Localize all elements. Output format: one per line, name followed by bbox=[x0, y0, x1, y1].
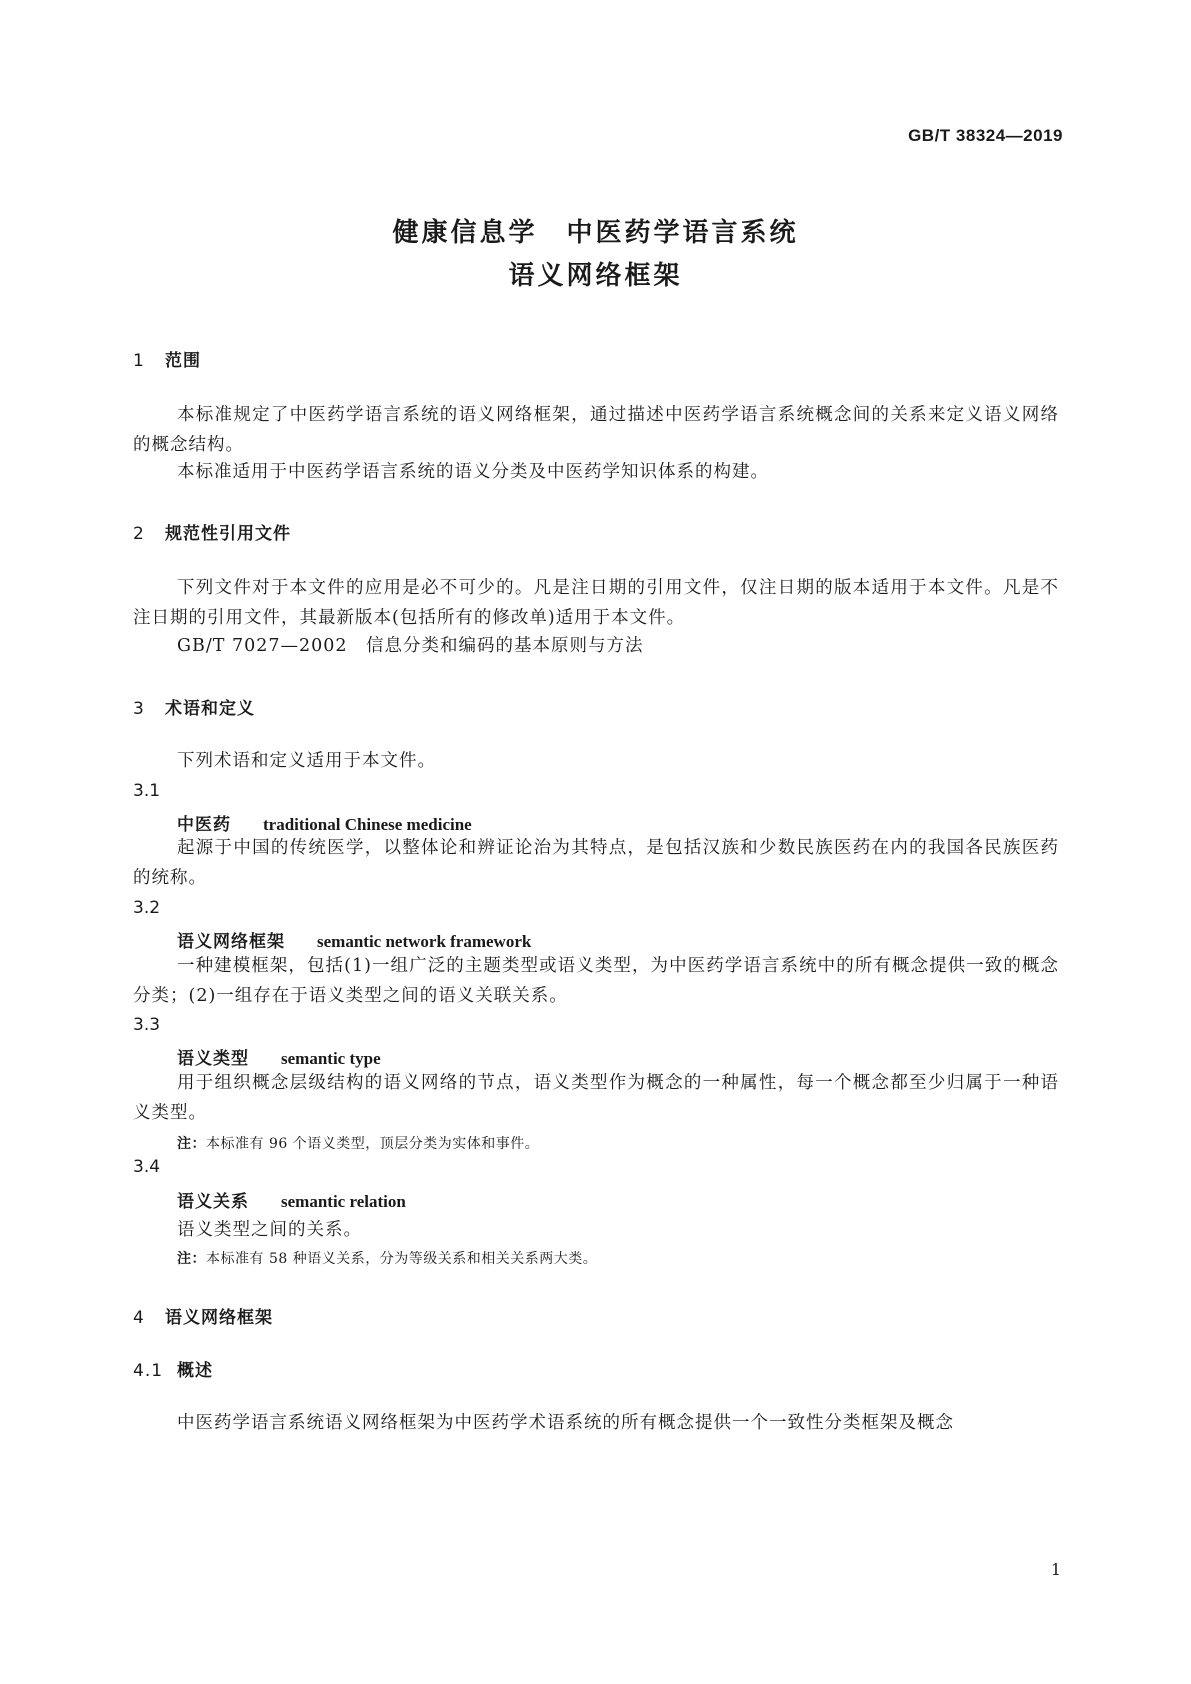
document-title-line1: 健康信息学 中医药学语言系统 bbox=[392, 218, 799, 248]
term-chinese: 中医药 bbox=[177, 815, 231, 835]
note-text: 本标准有 58 种语义关系，分为等级关系和相关关系两大类。 bbox=[206, 1251, 598, 1267]
term-number: 3.3 bbox=[133, 1015, 161, 1035]
term-number: 3.4 bbox=[133, 1157, 161, 1177]
note-label: 注： bbox=[177, 1251, 206, 1267]
paragraph: 中医药学语言系统语义网络框架为中医药学术语系统的所有概念提供一个一致性分类框架及概念 bbox=[177, 1413, 954, 1433]
note bbox=[177, 1133, 539, 1153]
standard-number: GB/T 38324—2019 bbox=[908, 126, 1063, 145]
section-4-heading bbox=[133, 1303, 273, 1328]
page-number: 1 bbox=[1050, 1560, 1061, 1579]
term-heading bbox=[177, 810, 472, 835]
section-number: 1 bbox=[133, 351, 145, 371]
term-english: semantic network framework bbox=[317, 932, 532, 951]
section-number: 3 bbox=[133, 699, 145, 719]
term-heading bbox=[177, 1044, 381, 1069]
paragraph: 本标准适用于中医药学语言系统的语义分类及中医药学知识体系的构建。 bbox=[177, 462, 769, 482]
subsection-number: 4.1 bbox=[133, 1361, 164, 1381]
paragraph: 下列术语和定义适用于本文件。 bbox=[177, 751, 436, 771]
document-title-line2: 语义网络框架 bbox=[508, 261, 683, 291]
section-3-heading bbox=[133, 694, 255, 719]
section-title: 语义网络框架 bbox=[165, 1308, 273, 1328]
section-number: 4 bbox=[133, 1308, 145, 1328]
normative-reference: GB/T 7027—2002 信息分类和编码的基本原则与方法 bbox=[177, 636, 644, 656]
term-chinese: 语义网络框架 bbox=[177, 932, 285, 952]
subsection-title: 概述 bbox=[177, 1361, 213, 1381]
section-number: 2 bbox=[133, 524, 145, 544]
term-english: semantic relation bbox=[281, 1192, 406, 1211]
term-english: traditional Chinese medicine bbox=[263, 815, 472, 834]
term-english: semantic type bbox=[281, 1049, 381, 1068]
term-number: 3.2 bbox=[133, 898, 161, 918]
section-1-heading bbox=[133, 346, 201, 371]
term-chinese: 语义类型 bbox=[177, 1049, 249, 1069]
note-text: 本标准有 96 个语义类型，顶层分类为实体和事件。 bbox=[206, 1136, 540, 1152]
note-label: 注： bbox=[177, 1136, 206, 1152]
term-chinese: 语义关系 bbox=[177, 1192, 249, 1212]
term-heading bbox=[177, 927, 531, 952]
paragraph: 本标准规定了中医药学语言系统的语义网络框架，通过描述中医药学语言系统概念间的关系来定义语义网络的概念结构。 bbox=[133, 405, 1059, 455]
section-title: 术语和定义 bbox=[165, 699, 255, 719]
term-definition: 用于组织概念层级结构的语义网络的节点，语义类型作为概念的一种属性，每一个概念都至少归属于一种语义类型。 bbox=[133, 1073, 1059, 1123]
term-definition: 语义类型之间的关系。 bbox=[177, 1220, 362, 1240]
term-definition: 起源于中国的传统医学，以整体论和辨证论治为其特点，是包括汉族和少数民族医药在内的我国各民族医药的统称。 bbox=[133, 838, 1059, 888]
subsection-4-1-heading bbox=[133, 1356, 213, 1381]
section-title: 规范性引用文件 bbox=[165, 524, 291, 544]
section-title: 范围 bbox=[165, 351, 201, 371]
term-number: 3.1 bbox=[133, 781, 161, 801]
paragraph: 下列文件对于本文件的应用是必不可少的。凡是注日期的引用文件，仅注日期的版本适用于本文件。凡是不注日期的引用文件，其最新版本(包括所有的修改单)适用于本文件。 bbox=[133, 578, 1059, 628]
note bbox=[177, 1248, 597, 1268]
term-definition: 一种建模框架，包括(1)一组广泛的主题类型或语义类型，为中医药学语言系统中的所有概念提供一致的概念分类；(2)一组存在于语义类型之间的语义关联关系。 bbox=[133, 956, 1059, 1006]
section-2-heading bbox=[133, 519, 291, 544]
term-heading bbox=[177, 1187, 406, 1212]
